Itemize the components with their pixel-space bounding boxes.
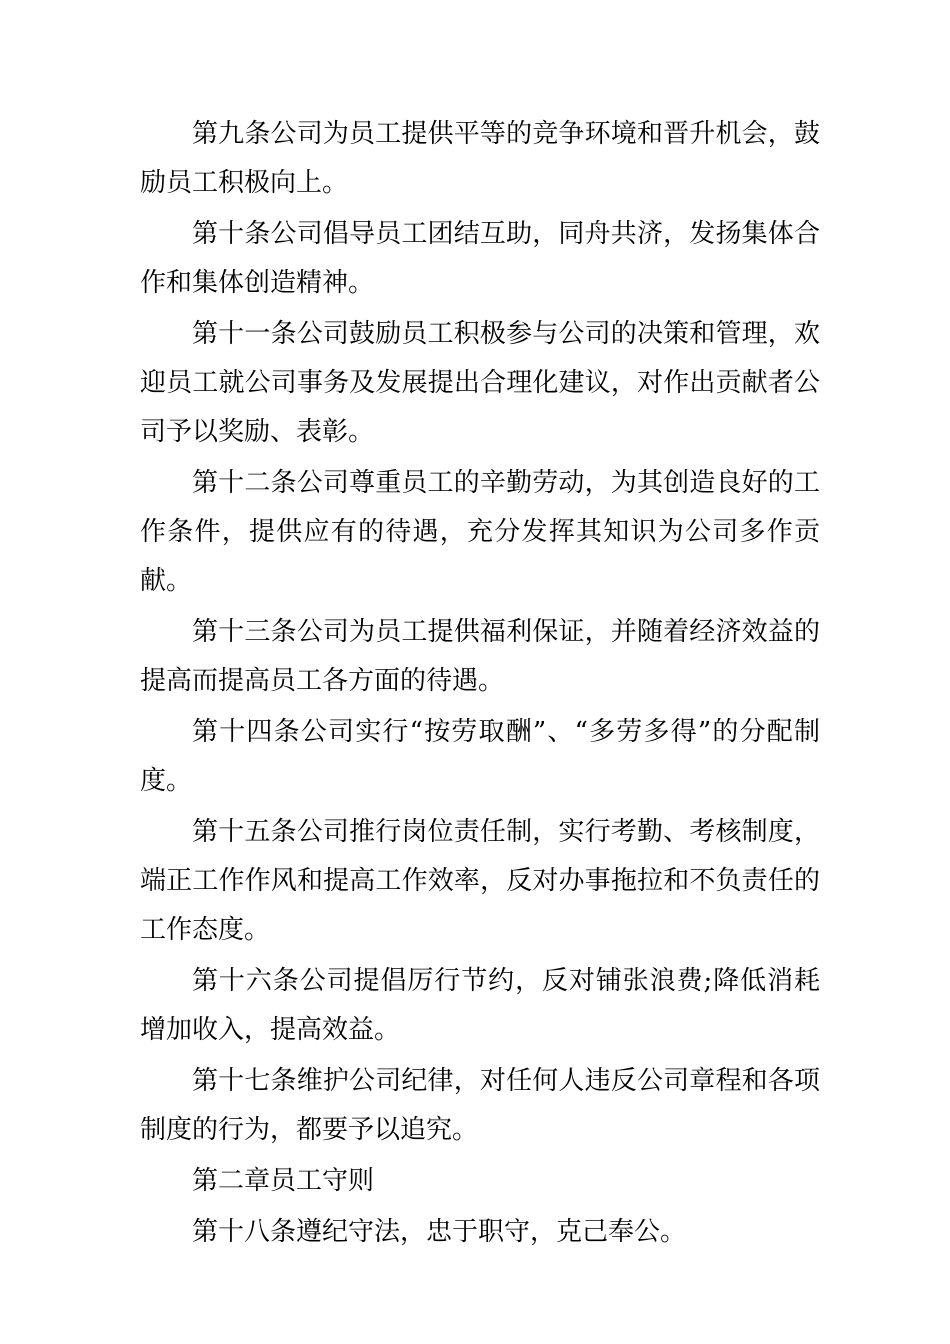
paragraph-article-13: 第十三条公司为员工提供福利保证，并随着经济效益的提高而提高员工各方面的待遇。 — [140, 617, 820, 696]
paragraph-article-12: 第十二条公司尊重员工的辛勤劳动，为其创造良好的工作条件，提供应有的待遇，充分发挥其知识为公司多作贡献。 — [140, 468, 820, 596]
paragraph-article-11: 第十一条公司鼓励员工积极参与公司的决策和管理，欢迎员工就公司事务及发展提出合理化建议，对作出贡献者公司予以奖励、表彰。 — [140, 319, 820, 447]
paragraph-article-16: 第十六条公司提倡厉行节约，反对铺张浪费;降低消耗增加收入，提高效益。 — [140, 966, 820, 1045]
document-body — [140, 110, 820, 1257]
paragraph-article-17: 第十七条维护公司纪律，对任何人违反公司章程和各项制度的行为，都要予以追究。 — [140, 1066, 820, 1145]
paragraph-article-14: 第十四条公司实行“按劳取酬”、“多劳多得”的分配制度。 — [140, 717, 820, 796]
paragraph-article-15: 第十五条公司推行岗位责任制，实行考勤、考核制度，端正工作作风和提高工作效率，反对办事拖拉和不负责任的工作态度。 — [140, 817, 820, 945]
paragraph-article-18: 第十八条遵纪守法，忠于职守，克己奉公。 — [192, 1217, 687, 1247]
paragraph-article-9: 第九条公司为员工提供平等的竞争环境和晋升机会，鼓励员工积极向上。 — [140, 119, 820, 198]
paragraph-article-10: 第十条公司倡导员工团结互助，同舟共济，发扬集体合作和集体创造精神。 — [140, 219, 820, 298]
chapter-heading: 第二章员工守则 — [192, 1166, 375, 1196]
